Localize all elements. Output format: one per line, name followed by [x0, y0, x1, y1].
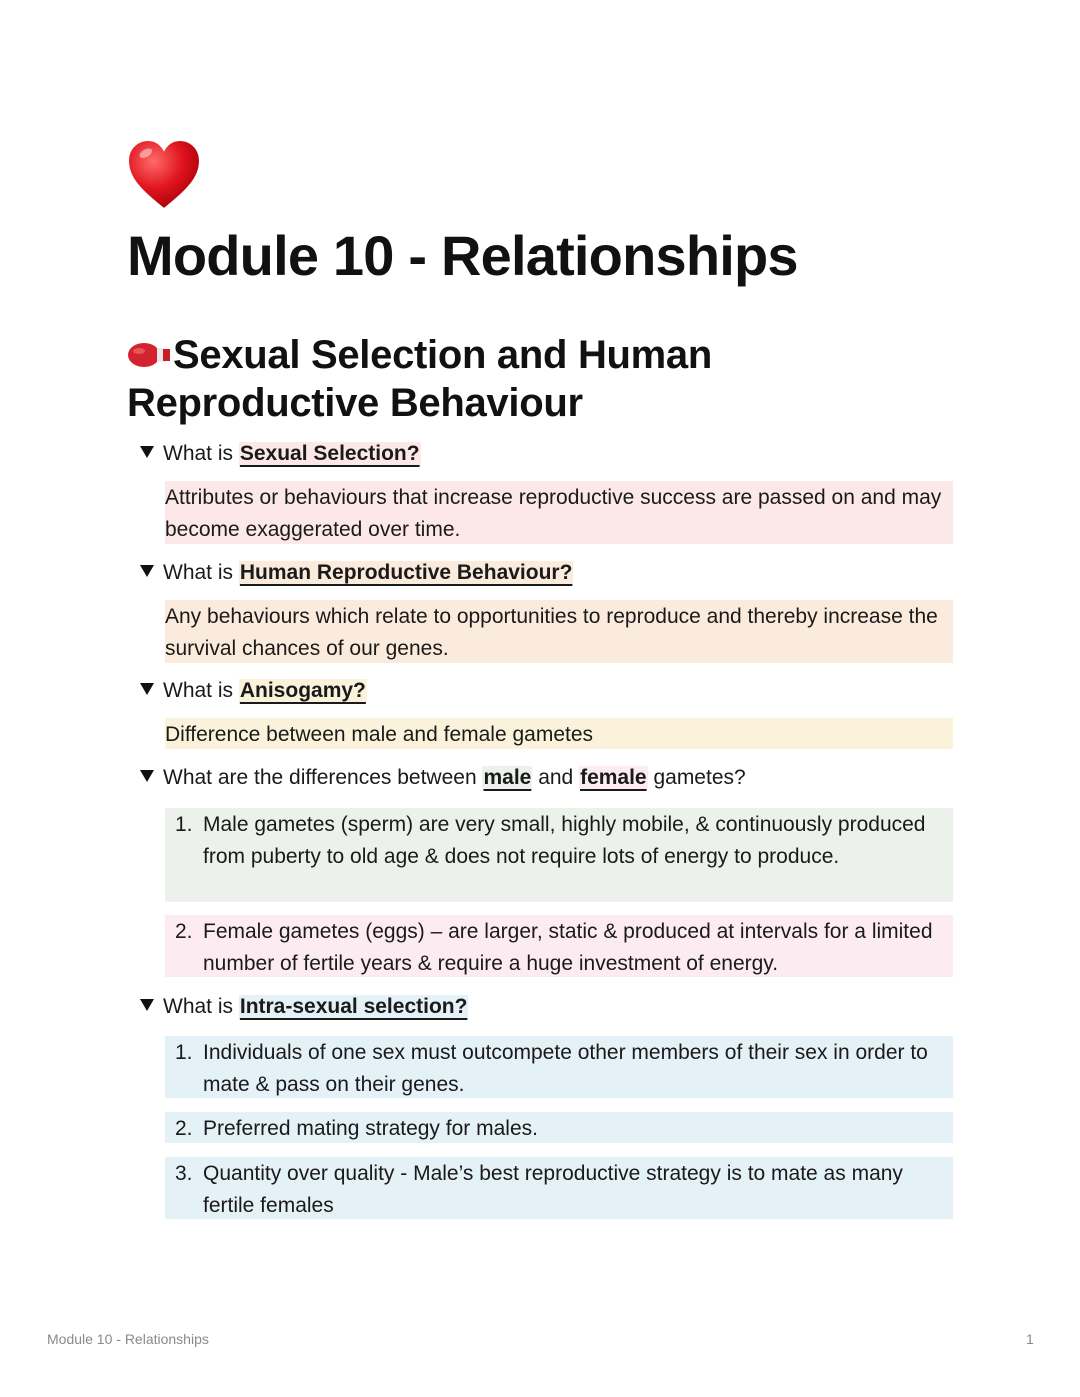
toggle-triangle-icon[interactable] — [140, 446, 154, 458]
toggle-anisogamy[interactable] — [140, 676, 367, 706]
section-heading — [127, 331, 827, 427]
list-number: 2. — [175, 920, 193, 943]
list-item-text: Quantity over quality - Male’s best reproductive strategy is to mate as many fertile females — [203, 1162, 903, 1217]
toggle-triangle-icon[interactable] — [140, 999, 154, 1011]
toggle-suffix: gametes? — [647, 766, 746, 789]
boxing-glove-icon — [127, 340, 171, 370]
numbered-list-item — [165, 1157, 953, 1219]
toggle-prefix: What are the differences between — [163, 766, 483, 789]
list-number: 1. — [175, 1041, 193, 1064]
toggle-gamete-differences[interactable] — [140, 763, 746, 793]
toggle-human-reproductive-behaviour[interactable] — [140, 558, 573, 588]
toggle-sexual-selection[interactable] — [140, 439, 421, 469]
toggle-triangle-icon[interactable] — [140, 565, 154, 577]
list-item-text: Preferred mating strategy for males. — [203, 1117, 538, 1140]
numbered-list-item — [165, 1112, 953, 1143]
toggle-prefix: What is — [163, 995, 239, 1018]
toggle-body-callout — [165, 481, 953, 544]
toggle-intra-sexual-selection[interactable] — [140, 992, 468, 1022]
toggle-triangle-icon[interactable] — [140, 770, 154, 782]
toggle-body-callout — [165, 718, 953, 749]
list-number: 3. — [175, 1162, 193, 1185]
highlighted-term: Human Reproductive Behaviour? — [239, 561, 573, 584]
toggle-prefix: What is — [163, 442, 239, 465]
section-heading-text: Sexual Selection and Human Reproductive Behaviour — [127, 333, 713, 425]
numbered-list-item — [165, 915, 953, 977]
list-number: 2. — [175, 1117, 193, 1140]
list-item-text: Female gametes (eggs) – are larger, static & produced at intervals for a limited number of fertile years & require a huge investment of energy. — [203, 920, 933, 975]
toggle-middle: and — [532, 766, 580, 789]
footer-document-title: Module 10 - Relationships — [47, 1331, 209, 1347]
list-item-text: Male gametes (sperm) are very small, highly mobile, & continuously produced from puberty to old age & does not require lots of energy to produce. — [203, 813, 926, 868]
highlighted-term: Intra-sexual selection? — [239, 995, 468, 1018]
toggle-body-text: Attributes or behaviours that increase reproductive success are passed on and may become exaggerated over time. — [165, 486, 942, 541]
toggle-body-callout — [165, 600, 953, 663]
toggle-triangle-icon[interactable] — [140, 683, 154, 695]
red-heart-icon — [126, 138, 202, 214]
toggle-body-text: Difference between male and female gametes — [165, 723, 594, 746]
toggle-prefix: What is — [163, 561, 239, 584]
highlighted-term: Anisogamy? — [239, 679, 366, 702]
highlighted-term-male: male — [483, 766, 532, 789]
numbered-list-item — [165, 1036, 953, 1098]
toggle-prefix: What is — [163, 679, 239, 702]
numbered-list-item — [165, 808, 953, 902]
highlighted-term: Sexual Selection? — [239, 442, 420, 465]
footer-page-number: 1 — [1026, 1331, 1034, 1347]
highlighted-term-female: female — [580, 766, 647, 789]
toggle-body-text: Any behaviours which relate to opportunities to reproduce and thereby increase the survival chances of our genes. — [165, 605, 938, 660]
list-item-text: Individuals of one sex must outcompete other members of their sex in order to mate & pass on their genes. — [203, 1041, 928, 1096]
page-title: Module 10 - Relationships — [127, 224, 798, 287]
list-number: 1. — [175, 813, 193, 836]
